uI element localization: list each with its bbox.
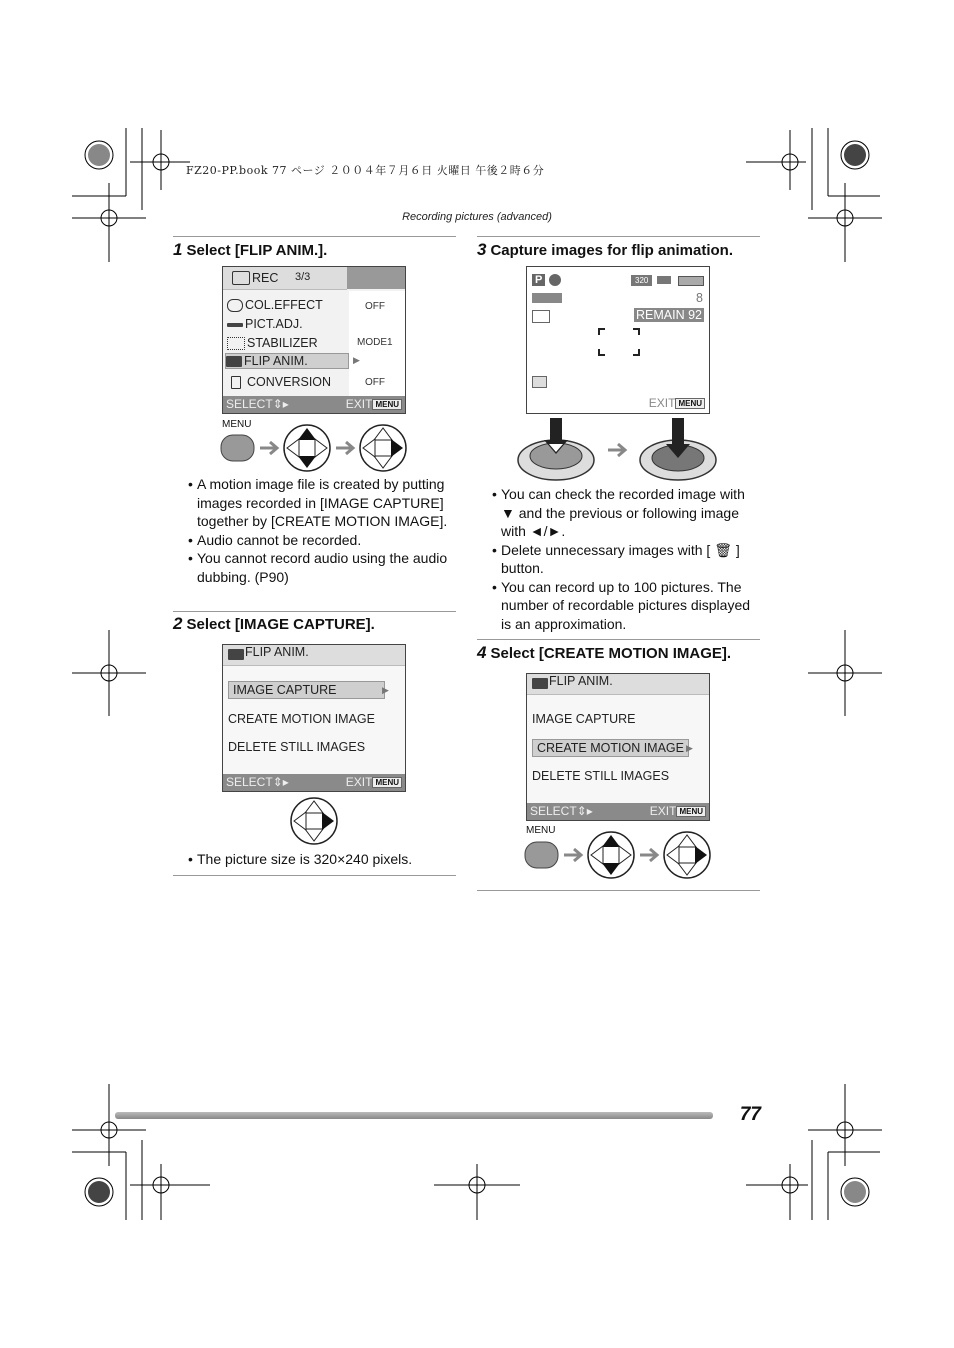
af-frame (597, 327, 641, 357)
note: • Delete unnecessary images with [ 🗑 ] button. (492, 541, 760, 578)
menu-button-label: MENU (526, 825, 556, 836)
menu-tag: MENU (675, 398, 705, 409)
wrench-icon (227, 323, 243, 327)
arrow-right-icon (608, 444, 625, 456)
shutter-half-press-icon (518, 418, 594, 480)
rec-item-stabilizer[interactable]: STABILIZER (227, 336, 318, 350)
select-label: SELECT (226, 775, 273, 789)
chevron-right-icon: ▶ (382, 685, 389, 695)
note: • The picture size is 320×240 pixels. (188, 850, 456, 869)
conversion-icon (231, 376, 241, 389)
menu-item-delete-still-images[interactable]: DELETE STILL IMAGES (228, 740, 366, 754)
updown-arrow-icon: ⇕▸ (576, 804, 593, 818)
col-effect-value: OFF (365, 301, 385, 312)
stabilizer-icon (227, 337, 245, 350)
chevron-right-icon: ▶ (353, 355, 360, 365)
step-1-notes (188, 475, 456, 586)
menu-tag: MENU (372, 777, 402, 788)
rec-item-conversion[interactable]: CONVERSION (227, 375, 331, 389)
running-title: Recording pictures (advanced) (402, 211, 552, 223)
picture-size: 320 (631, 275, 652, 286)
lcd-record-view (526, 266, 710, 414)
arrow-right-icon (260, 442, 277, 454)
exit-label: EXIT (649, 804, 677, 818)
flip-anim-icon (226, 356, 242, 367)
stabilizer-icon (532, 293, 562, 303)
menu-tag: MENU (676, 806, 706, 817)
flip-anim-icon (228, 649, 244, 660)
updown-arrow-icon: ⇕▸ (272, 775, 289, 789)
step-4-heading: 4 Select [CREATE MOTION IMAGE]. (477, 643, 732, 662)
dpad-right-icon (664, 832, 710, 878)
exit-label: EXIT (345, 775, 373, 789)
battery-icon (678, 276, 704, 286)
updown-arrow-icon: ⇕▸ (272, 397, 289, 411)
note: • You cannot record audio using the audio dubbing. (P90) (188, 549, 456, 586)
arrow-right-icon (564, 849, 581, 861)
note: • You can check the recorded image with ▼ and the previous or following image with ◄/►. (492, 485, 760, 541)
menu-item-delete-still-images[interactable]: DELETE STILL IMAGES (532, 769, 670, 783)
menu-button[interactable] (525, 842, 558, 868)
step-1-heading: 1 Select [FLIP ANIM.]. (173, 240, 328, 259)
conversion-value: OFF (365, 377, 385, 388)
menu-tag: MENU (372, 399, 402, 410)
menu-item-image-capture[interactable]: IMAGE CAPTURE (532, 712, 636, 726)
menu-item-image-capture[interactable]: IMAGE CAPTURE (228, 681, 385, 699)
rec-item-flip-anim[interactable]: FLIP ANIM. (225, 353, 349, 369)
footer-bar (115, 1112, 713, 1119)
shutter-full-press-icon (640, 418, 716, 480)
select-label: SELECT (530, 804, 577, 818)
file-info: FZ20-PP.book 77 ページ ２００４年７月６日 火曜日 午後２時６分 (186, 164, 545, 177)
mode-p: P (532, 274, 545, 286)
menu-item-create-motion-image[interactable]: CREATE MOTION IMAGE (532, 739, 689, 757)
exit-label: EXIT (345, 397, 373, 411)
rec-title: REC (252, 271, 279, 285)
rec-item-col-effect[interactable]: COL.EFFECT (227, 298, 323, 312)
lcd-flip-anim-menu (222, 644, 406, 792)
flip-anim-mode-icon (532, 310, 550, 323)
rec-item-pict-adj[interactable]: PICT.ADJ. (227, 317, 303, 331)
step-2-notes (188, 850, 456, 869)
stabilizer-value: MODE1 (357, 337, 393, 348)
arrow-right-icon (336, 442, 353, 454)
exit-label: EXIT (648, 396, 676, 410)
dpad-right-icon (289, 796, 339, 846)
dpad-right-icon (360, 425, 406, 471)
dpad-up-icon (284, 425, 330, 471)
lcd-flip-anim-menu-2 (526, 673, 710, 821)
menu-button-label: MENU (222, 419, 252, 430)
note: • You can record up to 100 pictures. The number of recordable pictures displayed is an approximation. (492, 578, 760, 634)
page-number: 77 (739, 1104, 761, 1125)
step-3-notes (492, 485, 760, 633)
palette-icon (227, 299, 243, 312)
metering-icon (532, 376, 547, 388)
remain-count: REMAIN 92 (636, 308, 702, 322)
flash-off-icon (549, 274, 561, 286)
note: • A motion image file is created by putting images recorded in [IMAGE CAPTURE] together by [CREATE MOTION IMAGE]. (188, 475, 456, 531)
shutter-press-illustration (516, 416, 720, 484)
button-sequence-4 (522, 830, 714, 880)
chevron-right-icon: ▶ (686, 743, 693, 753)
step-2-heading: 2 Select [IMAGE CAPTURE]. (173, 614, 375, 633)
camera-icon (232, 271, 250, 285)
note: • Audio cannot be recorded. (188, 531, 456, 550)
flip-anim-title: FLIP ANIM. (245, 645, 309, 659)
dpad-down-icon (588, 832, 634, 878)
rec-page: 3/3 (295, 271, 311, 283)
menu-button[interactable] (221, 435, 254, 461)
select-label: SELECT (226, 397, 273, 411)
quality-icon (657, 276, 671, 284)
frame-count: 8 (696, 291, 703, 305)
arrow-right-icon (640, 849, 657, 861)
flip-anim-icon (532, 678, 548, 689)
button-sequence-1 (218, 424, 410, 472)
lcd-rec-menu (222, 266, 406, 414)
flip-anim-title: FLIP ANIM. (549, 674, 613, 688)
step-3-heading: 3 Capture images for flip animation. (477, 240, 734, 259)
menu-item-create-motion-image[interactable]: CREATE MOTION IMAGE (228, 712, 375, 726)
